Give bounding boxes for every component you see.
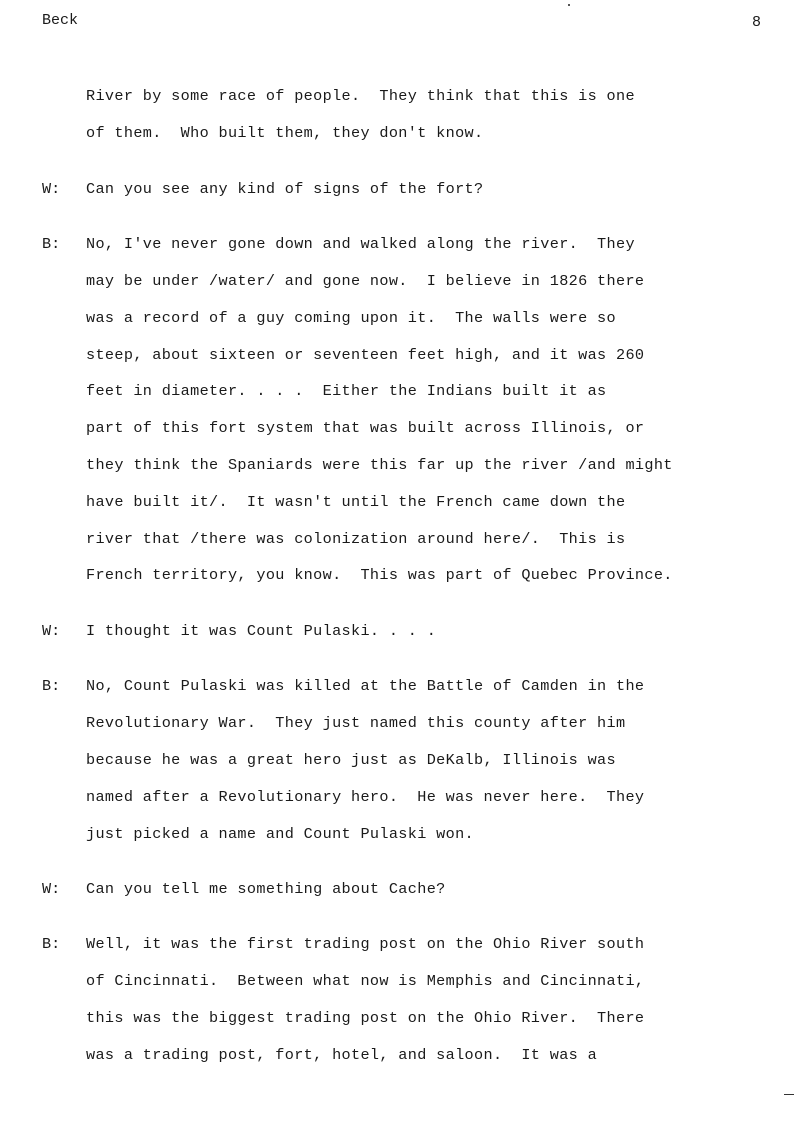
text-line: river that /there was colonization around here/. This is xyxy=(86,530,626,548)
text-line: feet in diameter. . . . Either the Indians built it as xyxy=(86,382,607,400)
page-number: 8 xyxy=(752,14,762,31)
header-interviewee-name: Beck xyxy=(42,12,79,29)
speaker-label: W: xyxy=(42,880,61,898)
margin-dash xyxy=(784,1094,794,1095)
text-line: of them. Who built them, they don't know. xyxy=(86,124,484,142)
text-line: River by some race of people. They think that this is one xyxy=(86,87,635,105)
text-line: Revolutionary War. They just named this county after him xyxy=(86,714,626,732)
text-line: No, Count Pulaski was killed at the Battle of Camden in the xyxy=(86,677,645,695)
text-line: Can you see any kind of signs of the fort? xyxy=(86,180,484,198)
text-line: I thought it was Count Pulaski. . . . xyxy=(86,622,437,640)
text-line: No, I've never gone down and walked along the river. They xyxy=(86,235,635,253)
text-line: part of this fort system that was built across Illinois, or xyxy=(86,419,645,437)
text-line: because he was a great hero just as DeKalb, Illinois was xyxy=(86,751,616,769)
text-line: may be under /water/ and gone now. I believe in 1826 there xyxy=(86,272,645,290)
text-line: have built it/. It wasn't until the French came down the xyxy=(86,493,626,511)
speaker-label: B: xyxy=(42,935,61,953)
speaker-label: W: xyxy=(42,622,61,640)
text-line: they think the Spaniards were this far up the river /and might xyxy=(86,456,673,474)
speaker-label: W: xyxy=(42,180,61,198)
text-line: Can you tell me something about Cache? xyxy=(86,880,446,898)
text-line: Well, it was the first trading post on the Ohio River south xyxy=(86,935,645,953)
text-line: just picked a name and Count Pulaski won. xyxy=(86,825,475,843)
text-line: named after a Revolutionary hero. He was never here. They xyxy=(86,788,645,806)
text-line: French territory, you know. This was part of Quebec Province. xyxy=(86,566,673,584)
text-line: of Cincinnati. Between what now is Memphis and Cincinnati, xyxy=(86,972,645,990)
speaker-label: B: xyxy=(42,677,61,695)
text-line: steep, about sixteen or seventeen feet high, and it was 260 xyxy=(86,346,645,364)
text-line: this was the biggest trading post on the Ohio River. There xyxy=(86,1009,645,1027)
text-line: was a trading post, fort, hotel, and saloon. It was a xyxy=(86,1046,598,1064)
text-line: was a record of a guy coming upon it. The walls were so xyxy=(86,309,616,327)
stray-mark xyxy=(568,4,570,6)
speaker-label: B: xyxy=(42,235,61,253)
